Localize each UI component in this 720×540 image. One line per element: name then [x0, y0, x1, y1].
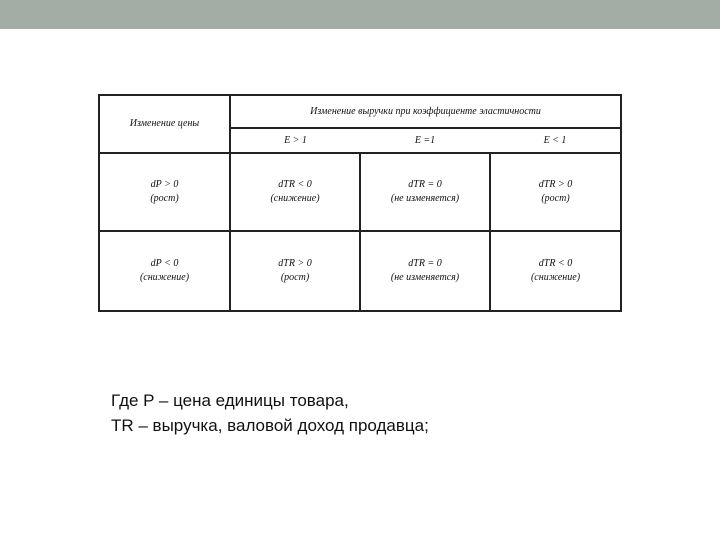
- elasticity-header-lt1: E < 1: [490, 128, 621, 153]
- revenue-cell: dTR > 0 (рост): [490, 153, 621, 231]
- price-decrease-cell: dP < 0 (снижение): [99, 231, 230, 311]
- table-row: [99, 153, 621, 231]
- revenue-cell: dTR = 0 (не изменяется): [360, 231, 490, 311]
- revenue-change-header: Изменение выручки при коэффициенте эластичности: [230, 95, 621, 128]
- table-row: [99, 231, 621, 311]
- caption-text: [111, 388, 429, 438]
- top-decorative-bar: [0, 0, 720, 29]
- revenue-cell: dTR = 0 (не изменяется): [360, 153, 490, 231]
- elasticity-revenue-table: [98, 94, 622, 312]
- revenue-cell: dTR < 0 (снижение): [230, 153, 360, 231]
- revenue-cell: dTR > 0 (рост): [230, 231, 360, 311]
- revenue-cell: dTR < 0 (снижение): [490, 231, 621, 311]
- elasticity-header-gt1: E > 1: [230, 128, 360, 153]
- caption-line-revenue: TR – выручка, валовой доход продавца;: [111, 416, 429, 435]
- caption-line-price: Где P – цена единицы товара,: [111, 391, 349, 410]
- price-increase-cell: dP > 0 (рост): [99, 153, 230, 231]
- elasticity-header-eq1: E =1: [360, 128, 490, 153]
- price-change-header: Изменение цены: [99, 95, 230, 153]
